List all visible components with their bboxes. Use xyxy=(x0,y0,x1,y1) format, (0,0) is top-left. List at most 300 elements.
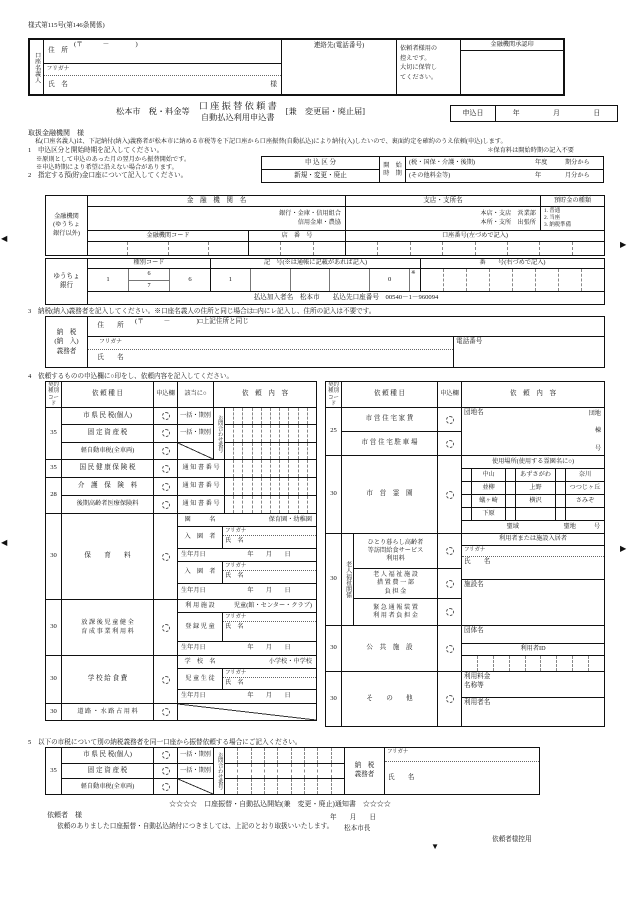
item-kouki: 後期高齢者医療保険料 xyxy=(62,495,153,513)
circle-mark-icon xyxy=(162,624,170,632)
col-code-header: 契約種別コード xyxy=(326,382,342,407)
cemetery-name: 中山 xyxy=(472,469,506,481)
band-kokuho xyxy=(46,460,316,478)
contract-code: 30 xyxy=(46,600,62,655)
item-jutaku-yachin: 市 営 住 宅 家 賃 xyxy=(365,415,414,423)
item-kyushoku-service xyxy=(354,534,437,568)
step2: 2 指定する預(貯)金口座について記入してください。 xyxy=(28,171,188,179)
statement-line: 私(口座名義人)は、下記納付(納入)義務者が松本市に納める市税等を下記口座から口座振替(自動払込)により納付(入)したいので、裏面約定を確約のうえ依頼(申込)します。 xyxy=(35,138,507,146)
circle-mark-icon xyxy=(162,553,170,561)
yucho-type-header: 種別コード xyxy=(88,259,211,268)
to-bank-line: 取扱金融機関 様 xyxy=(28,129,84,137)
bank-code-cells[interactable] xyxy=(88,242,249,255)
sec4-right-header xyxy=(326,382,604,408)
type-digit: 6 xyxy=(169,269,210,291)
notice-number-label: 通 知 書 番 号 xyxy=(182,482,220,490)
requester-line: 依頼者 様 xyxy=(47,811,82,819)
item-keijidoshazei: 軽自動車税(全車両) xyxy=(62,442,153,459)
inquiry-number-cells[interactable] xyxy=(225,748,344,763)
yucho-bango-header: 番 号(右づめで記入) xyxy=(479,259,546,267)
item-line: 緊 急 通 報 装 置 xyxy=(373,603,418,611)
kigo-digit: 0 xyxy=(369,269,409,291)
item-line: 等訪問給食サービス xyxy=(367,546,424,554)
item-doro: 道 路 ・ 水 路 占 用 料 xyxy=(62,704,154,720)
taxpayer-name-label: 氏 名 xyxy=(97,354,124,362)
col-content-header: 依 頼 内 容 xyxy=(241,390,289,398)
band-doro xyxy=(46,704,316,720)
enrollee-label: 入 園 者 xyxy=(184,533,216,541)
seichi-label: 聖地 xyxy=(563,522,576,530)
organization-name-field[interactable]: 団体名 xyxy=(462,626,604,644)
kome-marker: ※ xyxy=(409,269,420,291)
bank-name-options: 信用金庫・農協 xyxy=(297,218,341,226)
digit-cell[interactable] xyxy=(572,242,604,255)
digit-cell[interactable] xyxy=(558,269,581,291)
digit-cell[interactable] xyxy=(507,242,539,255)
other-start-row[interactable] xyxy=(406,170,603,182)
digit-cell[interactable] xyxy=(280,242,312,255)
digit-cell[interactable] xyxy=(249,242,280,255)
apply-circle[interactable] xyxy=(154,748,177,763)
item-houkago-line: 放 課 後 児 童 健 全 xyxy=(81,619,134,627)
contract-code: 35 xyxy=(46,460,62,477)
bank-side-line: (ゆうちょ xyxy=(53,221,80,229)
cemetery-empty-cell[interactable] xyxy=(566,508,604,520)
sec5-name-field[interactable]: 氏 名 xyxy=(388,773,415,781)
bank-side-line: 銀行以外) xyxy=(53,229,80,237)
notice-line: てください。 xyxy=(400,73,438,81)
cemetery-check-cell[interactable] xyxy=(462,508,472,520)
inquiry-number-cells[interactable] xyxy=(225,778,344,794)
circle-mark-icon xyxy=(162,501,170,509)
digit-cell[interactable] xyxy=(410,242,442,255)
cemetery-check-cell[interactable] xyxy=(556,508,566,520)
fee-name-field[interactable] xyxy=(462,672,604,698)
digit-cell[interactable] xyxy=(208,242,248,255)
sec4-right-table xyxy=(325,381,605,727)
enrollee-name[interactable]: 氏 名 xyxy=(225,537,244,544)
col-content-header: 依 頼 内 容 xyxy=(509,390,557,398)
deposit-type-1: 1. 普通 xyxy=(544,207,561,214)
contract-code: 30 xyxy=(46,656,62,703)
footer-date: 年 月 日 xyxy=(330,814,377,821)
cemetery-check-cell[interactable] xyxy=(556,469,566,481)
sec5-taxpayer-side-label xyxy=(345,748,385,794)
facility-name-field[interactable]: 施設名 xyxy=(464,581,484,588)
item-line: 利 用 者 負 担 金 xyxy=(373,612,418,619)
apply-circle[interactable] xyxy=(438,672,462,726)
taxpayer-side-label xyxy=(46,317,88,367)
apply-circle[interactable] xyxy=(438,568,461,598)
student-name[interactable]: 氏 名 xyxy=(225,679,244,686)
branch-options: 本店・支店 営業部 xyxy=(480,210,536,218)
birthdate-label: 生年月日 xyxy=(181,644,206,652)
inquiry-number-cells[interactable] xyxy=(225,408,316,424)
contract-code: 28 xyxy=(46,478,62,513)
contract-code: 30 xyxy=(326,626,342,671)
child-furigana[interactable]: フリガナ xyxy=(223,613,316,622)
item-line: 措 置 費 一 部 xyxy=(376,579,415,587)
circle-mark-icon xyxy=(162,783,170,791)
circle-mark-icon xyxy=(162,447,170,455)
deposit-type-3: 3. 納税準備 xyxy=(544,222,571,228)
taxpayer-address-label: 住 所 xyxy=(97,322,124,330)
bank-name-field[interactable] xyxy=(88,207,346,230)
diagonal-strikeout xyxy=(178,704,316,720)
band-reien xyxy=(326,456,604,534)
apply-circle[interactable] xyxy=(154,495,177,513)
payee-line: 払込加入者名 松本市 払込先口座番号 00540－1－960094 xyxy=(88,291,604,304)
left-arrow-icon: ◀ xyxy=(1,234,8,243)
contract-code: 30 xyxy=(326,456,342,533)
account-number-cells[interactable] xyxy=(346,242,604,255)
contract-code: 25 xyxy=(326,408,342,455)
apply-circle[interactable] xyxy=(438,534,461,568)
fee-name-line: 名称等 xyxy=(464,681,484,689)
apply-circle[interactable] xyxy=(154,600,178,655)
bank-seal-space[interactable] xyxy=(461,51,563,94)
circle-mark-icon xyxy=(446,440,454,448)
digit-cell[interactable] xyxy=(346,242,377,255)
ikkatsu-kibetsu-choice[interactable]: 一括・期別 xyxy=(180,412,211,420)
band-hoiku xyxy=(46,514,316,600)
cemetery-check-cell[interactable] xyxy=(462,469,472,481)
apply-circle[interactable] xyxy=(154,704,178,720)
name-label: 氏 名 xyxy=(48,80,68,88)
sama-suffix: 様 xyxy=(270,80,277,88)
cemetery-empty-cell[interactable] xyxy=(516,508,556,520)
item-keijidoshazei: 軽自動車税(全車両) xyxy=(62,778,153,794)
keep-copy-notice xyxy=(397,40,461,94)
yucho-kigo-header: 記 号(※は通帳に記載があれば記入) xyxy=(211,259,421,268)
type-digit-top: 6 xyxy=(129,269,169,281)
student-furigana[interactable]: フリガナ xyxy=(223,669,316,678)
danchi-field[interactable] xyxy=(462,408,604,455)
hoiku-note: ＊保育料は開始時期の記入不要 xyxy=(487,147,574,155)
user-name-field[interactable]: 利用者名 xyxy=(464,699,491,706)
bank-side-line: 金融機関 xyxy=(54,212,79,220)
cemetery-check-cell[interactable] xyxy=(462,495,472,507)
contact-phone-field[interactable]: 連絡先(電話番号) xyxy=(282,40,397,94)
item-kokyo-shisetsu: 公 共 施 設 xyxy=(342,626,438,671)
store-number-cells[interactable] xyxy=(249,242,346,255)
yucho-type-cells[interactable] xyxy=(88,269,211,291)
item-kinkyu-tsuho xyxy=(354,598,437,625)
item-shikenminzei: 市 県 民 税(個人) xyxy=(83,411,132,419)
gou-label: 号 xyxy=(594,444,601,452)
contract-code: 35 xyxy=(46,748,62,794)
birthdate-field[interactable]: 年 月 日 xyxy=(247,550,291,558)
apply-date-label: 申込日 xyxy=(451,106,496,121)
tax-start-row[interactable] xyxy=(406,157,603,170)
taxpayer-furigana-input[interactable] xyxy=(133,337,453,349)
tax-row-label: (税・国保・介護・後期) xyxy=(409,159,475,167)
circle-mark-icon xyxy=(446,695,454,703)
branch-name-field[interactable] xyxy=(346,207,541,230)
digit-cell[interactable] xyxy=(466,269,489,291)
taxpayer-table xyxy=(45,316,605,368)
item-line: 老 人 福 祉 施 設 xyxy=(373,571,418,579)
account-holder-box xyxy=(28,38,565,96)
notice-number-cells[interactable] xyxy=(225,495,316,513)
user-name[interactable]: 氏 名 xyxy=(462,557,604,580)
apply-circle[interactable] xyxy=(154,424,177,441)
circle-mark-icon xyxy=(162,708,170,716)
note2: ※申込時期により希望に沿えない場合があります。 xyxy=(36,163,178,171)
taxpayer-side-line: 義務者 xyxy=(354,771,375,778)
contract-code: 30 xyxy=(46,514,62,599)
address-input[interactable]: (〒 － ) xyxy=(74,41,138,48)
circle-mark-icon xyxy=(162,412,170,420)
birthdate-label: 生年月日 xyxy=(181,550,206,558)
user-or-resident-header: 利用者または施設入居者 xyxy=(462,534,604,546)
sec5-table xyxy=(45,747,540,795)
apply-circle[interactable] xyxy=(154,408,177,424)
cemetery-name: 下原 xyxy=(472,508,506,520)
cemetery-check-cell[interactable] xyxy=(506,469,516,481)
taxpayer-address-input[interactable]: (〒 － )□上記住所と同じ xyxy=(135,318,249,325)
cemetery-name: さみぞ xyxy=(575,496,595,504)
deposit-type-header: 預貯金の種類 xyxy=(553,196,592,204)
cemetery-check-cell[interactable] xyxy=(506,482,516,494)
other-row-label: (その他料金等) xyxy=(409,172,451,180)
circle-mark-icon xyxy=(446,580,454,588)
apply-circle[interactable] xyxy=(438,431,461,455)
facility-field[interactable]: 児童(館・センター・クラブ) xyxy=(233,601,312,609)
item-jutaku-parking: 市 営 住 宅 駐 車 場 xyxy=(342,431,437,455)
notice-number-cells[interactable] xyxy=(225,478,316,495)
branch-options: 本所・支所 出張所 xyxy=(480,218,536,226)
apply-circle[interactable] xyxy=(154,442,177,459)
digit-cell[interactable] xyxy=(535,269,558,291)
yucho-side-line: ゆうちょ xyxy=(53,272,80,280)
circle-mark-icon xyxy=(162,429,170,437)
fee-name-line: 利用料金 xyxy=(464,673,491,680)
inquiry-number-cells[interactable] xyxy=(225,763,344,779)
tax-year-label: 年度 xyxy=(535,159,548,167)
bank-name-header: 金 融 機 関 名 xyxy=(88,196,346,206)
sec5-furigana-field[interactable]: フリガナ xyxy=(385,748,539,762)
school-name-label: 学 校 名 xyxy=(184,657,216,665)
diagonal-strikeout xyxy=(178,442,213,459)
band-kokyo-shisetsu xyxy=(326,626,604,672)
deposit-type-options[interactable] xyxy=(541,207,604,230)
preamble xyxy=(28,129,604,183)
notice-number-label: 通 知 書 番 号 xyxy=(178,495,224,513)
taxpayer-side-line: 納 税 xyxy=(354,762,375,770)
item-line: ひとり暮らし高齢者 xyxy=(367,538,424,546)
inquiry-number-cells[interactable] xyxy=(225,442,316,459)
bank-code-header: 金融機関コード xyxy=(88,231,249,241)
contract-code: 30 xyxy=(46,704,62,720)
yucho-bango-cells[interactable] xyxy=(421,269,604,291)
cemetery-check-cell[interactable] xyxy=(506,495,516,507)
type-digit-stacked xyxy=(128,269,169,291)
digit-cell[interactable] xyxy=(88,242,127,255)
digit-cell[interactable] xyxy=(421,269,443,291)
furigana-label: フリガナ xyxy=(46,65,70,72)
garden-name-field[interactable]: 保育園・幼稚園 xyxy=(268,515,312,523)
circle-mark-icon xyxy=(162,465,170,473)
taxpayer-name-input[interactable] xyxy=(133,350,453,367)
ikkatsu-kibetsu-choice[interactable]: 一括・期別 xyxy=(178,424,213,441)
item-koteishisanzei: 固 定 資 産 税 xyxy=(62,424,153,441)
item-houkago xyxy=(62,600,154,655)
instructions xyxy=(28,147,261,183)
user-id-cells[interactable] xyxy=(462,656,604,671)
digit-cell[interactable] xyxy=(313,242,345,255)
mayor-signature: 松本市長 xyxy=(344,825,371,832)
day-label: 日 xyxy=(593,108,601,117)
enrollee-name[interactable]: 氏 名 xyxy=(225,572,244,579)
note1: ※原則として申込のあった月の翌月から振替開始です。 xyxy=(36,155,191,163)
band-kyushoku xyxy=(46,656,316,704)
cemetery-check-cell[interactable] xyxy=(556,482,566,494)
name-input[interactable] xyxy=(72,76,270,94)
cemetery-check-cell[interactable] xyxy=(462,482,472,494)
yucho-side-label xyxy=(46,259,88,304)
cemetery-lot-row[interactable] xyxy=(462,521,604,533)
furigana-input[interactable] xyxy=(72,64,281,75)
month-label: 月 xyxy=(552,108,560,117)
sec4-left-table xyxy=(45,381,317,721)
apply-circle[interactable] xyxy=(154,778,177,794)
registered-child-label: 登 録 児 童 xyxy=(185,622,215,630)
taxpayer-side-line: 納 税 xyxy=(56,329,77,337)
apply-date-box xyxy=(450,105,618,122)
user-furigana[interactable]: フリガナ xyxy=(462,546,604,557)
item-houkago-line: 育 成 事 業 利 用 料 xyxy=(81,627,134,635)
digit-cell[interactable] xyxy=(168,242,208,255)
cemetery-name: 奈川 xyxy=(578,470,592,478)
title-block xyxy=(116,101,365,124)
school-name-field[interactable]: 小学校・中学校 xyxy=(268,657,312,665)
item-kokuho: 国 民 健 康 保 険 税 xyxy=(62,460,154,477)
apply-circle[interactable] xyxy=(154,460,178,477)
kubun-label: 申 込 区 分 xyxy=(262,157,379,170)
sec4-left-header xyxy=(46,382,316,408)
yucho-kigo-cells[interactable] xyxy=(211,269,421,291)
birthdate-field[interactable]: 年 月 日 xyxy=(247,587,291,595)
digit-cell[interactable] xyxy=(581,269,604,291)
apply-circle[interactable] xyxy=(438,456,462,533)
digit-cell[interactable] xyxy=(489,269,512,291)
taxpayer-phone-field[interactable]: 電話番号 xyxy=(456,338,483,345)
notice-number-cells[interactable] xyxy=(225,460,316,477)
item-kyushoku: 学 校 給 食 費 xyxy=(62,656,154,703)
apply-circle[interactable] xyxy=(154,763,177,779)
circle-mark-icon xyxy=(162,676,170,684)
digit-cell[interactable] xyxy=(442,242,474,255)
apply-circle[interactable] xyxy=(438,408,461,431)
tax-from-label: 期分から xyxy=(565,159,590,167)
apply-circle[interactable] xyxy=(154,514,178,599)
digit-cell[interactable] xyxy=(127,242,167,255)
notification-title: ☆☆☆☆ 口座振替・自動払込開始(兼 変更・廃止)通知書 ☆☆☆☆ xyxy=(169,800,391,808)
yucho-side-line: 銀行 xyxy=(59,281,74,289)
digit-cell[interactable] xyxy=(329,269,369,291)
taxpayer-furigana-label: フリガナ xyxy=(99,339,122,346)
col-code-header: 契約種別コード xyxy=(46,382,62,407)
circle-mark-icon xyxy=(446,608,454,616)
year-label: 年 xyxy=(512,108,520,117)
bank-table xyxy=(45,195,605,256)
digit-cell[interactable] xyxy=(443,269,466,291)
handling-statement: 依頼のありました口座振替・自動払込納付につきましては、上記のとおり取扱いいたします。 xyxy=(57,823,334,830)
digit-cell[interactable] xyxy=(250,269,290,291)
cemetery-name: あずさがわ xyxy=(516,469,556,481)
ikkatsu-kibetsu-choice[interactable]: 一括・期別 xyxy=(178,763,213,779)
branch-header: 支店・支所名 xyxy=(346,196,541,206)
enrollee-label: 入 園 者 xyxy=(184,568,216,576)
item-shisetsu-sochihi xyxy=(354,568,437,598)
other-from-label: 月分から xyxy=(565,172,590,180)
sec3-heading: 3 納税(納入)義務者を記入してください。※口座名義人の住所と同じ場合は□内にレ記入し、住所の記入は不要です。 xyxy=(28,308,376,315)
apply-circle[interactable] xyxy=(154,478,177,495)
rojin-fukushi-side-label: 老人福祉関係 xyxy=(342,534,354,625)
apply-kubun-box xyxy=(261,156,604,183)
ikkatsu-kibetsu-choice[interactable]: 一括・期別 xyxy=(180,751,211,759)
apply-circle[interactable] xyxy=(154,656,178,703)
inquiry-number-cells[interactable] xyxy=(225,424,316,441)
apply-date-input[interactable] xyxy=(496,106,617,121)
child-name[interactable]: 氏 名 xyxy=(225,623,244,630)
contract-code: 35 xyxy=(46,408,62,459)
seiiki-label: 聖域 xyxy=(506,522,519,530)
kigo-digit: 1 xyxy=(228,275,233,283)
tou-label: 棟 xyxy=(594,427,601,435)
start-label-2: 時 期 xyxy=(383,169,402,177)
digit-cell[interactable] xyxy=(290,269,330,291)
cemetery-check-cell[interactable] xyxy=(556,495,566,507)
birthdate-field[interactable]: 年 月 日 xyxy=(247,692,291,700)
digit-cell[interactable] xyxy=(539,242,571,255)
circle-mark-icon xyxy=(446,416,454,424)
notice-line: 大切に保管し xyxy=(400,64,438,72)
inquiry-number-label: お問合わせ番号 xyxy=(214,748,225,794)
title-org: 松本市 税・料金等 xyxy=(116,106,190,116)
cemetery-check-cell[interactable] xyxy=(506,508,516,520)
taxpayer-side-line: 義務者 xyxy=(56,347,77,355)
col-apply-header: 申込欄 xyxy=(154,382,178,407)
inquiry-number-label: お問合わせ番号 xyxy=(214,408,225,459)
notice-line: 控えです。 xyxy=(400,54,431,62)
danchi-label: 団地 xyxy=(588,410,601,417)
bank-name-options: 銀行・金庫・信用組合 xyxy=(279,210,341,218)
enrollee-furigana[interactable]: フリガナ xyxy=(223,562,316,571)
yucho-table xyxy=(45,258,605,305)
item-sonota: そ の 他 xyxy=(342,672,438,726)
item-line: 負 担 金 xyxy=(384,587,407,595)
notice-line: 依頼者様用の xyxy=(400,45,438,52)
birthdate-field[interactable]: 年 月 日 xyxy=(247,644,291,652)
kubun-options[interactable]: 新規・変更・廃止 xyxy=(294,171,347,179)
form-number: 様式第115号(第146条関係) xyxy=(28,22,105,29)
enrollee-furigana[interactable]: フリガナ xyxy=(223,527,316,536)
apply-circle[interactable] xyxy=(438,626,462,671)
danchi-name-label: 団地名 xyxy=(464,409,484,416)
cemetery-place-header: 使用場所(使用する霊園名に○) xyxy=(462,456,604,469)
title-suffix: [兼 変更届・廃止届] xyxy=(285,106,365,116)
cemetery-name: 上野 xyxy=(516,482,556,494)
right-arrow-icon: ▶ xyxy=(620,544,627,553)
digit-cell[interactable] xyxy=(377,242,409,255)
garden-name-label: 園 名 xyxy=(184,515,216,523)
account-holder-side-label: 口座名義人 xyxy=(30,40,44,94)
apply-circle[interactable] xyxy=(438,598,461,625)
digit-cell[interactable] xyxy=(512,269,535,291)
digit-cell[interactable] xyxy=(475,242,507,255)
